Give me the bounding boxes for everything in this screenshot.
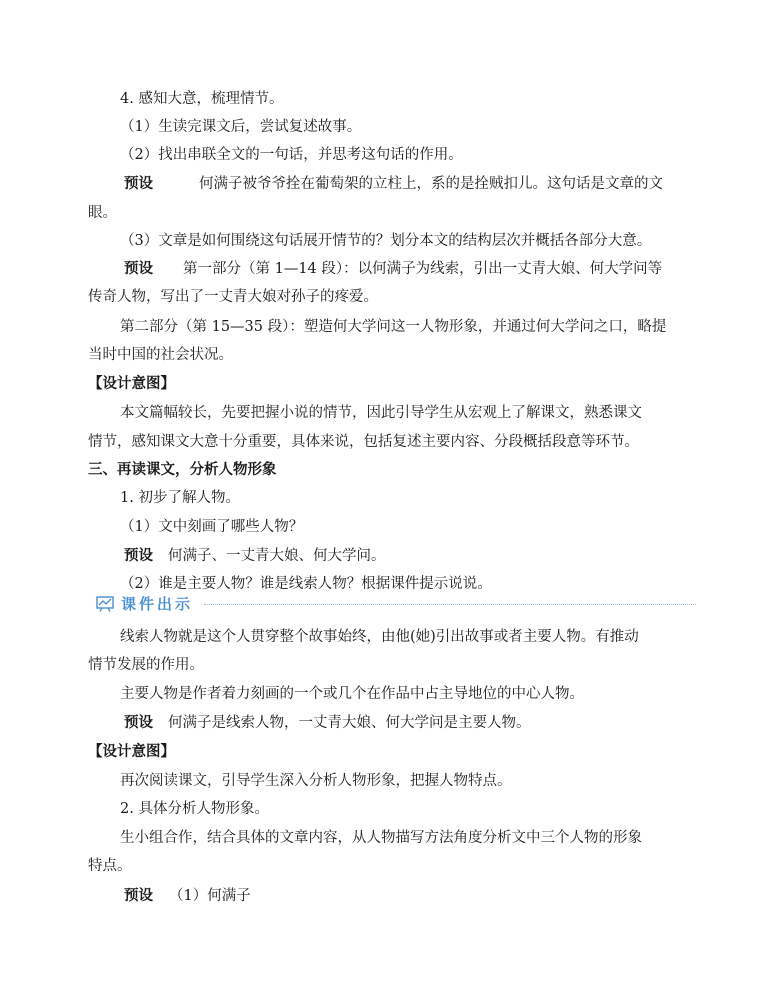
answer-2: 预设 何满子被爷爷拴在葡萄架的立柱上，系的是拴贼扣儿。这句话是文章的文 — [0, 173, 770, 195]
design-intent-heading-2: 【设计意图】 — [88, 744, 175, 760]
question-1: （1）生读完课文后，尝试复述故事。 — [120, 119, 362, 135]
question-2: （2）找出串联全文的一句话，并思考这句话的作用。 — [120, 147, 463, 163]
step-4-heading: 4. 感知大意，梳理情节。 — [120, 91, 284, 107]
courseware-definition-1: 线索人物就是这个人贯穿整个故事始终，由他(她)引出故事或者主要人物。有推动 — [120, 629, 639, 645]
step-1-heading: 1. 初步了解人物。 — [120, 490, 240, 506]
courseware-icon — [96, 596, 114, 612]
question-3: （3）文章是如何围绕这句话展开情节的？划分本文的结构层次并概括各部分大意。 — [120, 233, 652, 249]
group-task-paragraph: 生小组合作，结合具体的文章内容，从人物描写方法角度分析文中三个人物的形象 — [120, 830, 642, 846]
courseware-display-banner — [96, 592, 696, 616]
answer-he-manzi: 预设 （1）何满子 — [0, 885, 770, 907]
courseware-definition-1-cont: 情节发展的作用。 — [88, 657, 204, 673]
answer-2-cont: 眼。 — [88, 205, 117, 221]
group-task-paragraph-cont: 特点。 — [88, 858, 132, 874]
answer-3-part-2: 第二部分（第 15—35 段）：塑造何大学问这一人物形象，并通过何大学问之口，略提 — [120, 319, 667, 335]
preset-label: 预设 — [124, 888, 153, 904]
design-intent-paragraph-cont: 情节，感知课文大意十分重要，具体来说，包括复述主要内容、分段概括段意等环节。 — [88, 434, 639, 450]
answer-3-part-1: 预设 第一部分（第 1—14 段）：以何满子为线索，引出一丈青大娘、何大学问等 — [0, 258, 770, 280]
dotted-divider — [204, 604, 696, 605]
courseware-definition-2: 主要人物是作者着力刻画的一个或几个在作品中占主导地位的中心人物。 — [120, 686, 584, 702]
step-2-heading: 2. 具体分析人物形象。 — [120, 801, 269, 817]
preset-label: 预设 — [124, 261, 153, 277]
question-characters: （1）文中刻画了哪些人物？ — [120, 519, 304, 535]
section-3-heading: 三、再读课文，分析人物形象 — [88, 462, 277, 478]
answer-main-characters: 预设 何满子是线索人物，一丈青大娘、何大学问是主要人物。 — [0, 712, 770, 734]
answer-3-part-1-cont: 传奇人物，写出了一丈青大娘对孙子的疼爱。 — [88, 289, 378, 305]
courseware-title: 课件出示 — [121, 595, 194, 613]
preset-label: 预设 — [124, 176, 153, 192]
preset-label: 预设 — [124, 715, 153, 731]
preset-label: 预设 — [124, 548, 153, 564]
design-intent-paragraph-2: 再次阅读课文，引导学生深入分析人物形象，把握人物特点。 — [120, 773, 512, 789]
design-intent-heading: 【设计意图】 — [88, 376, 175, 392]
question-main-characters: （2）谁是主要人物？谁是线索人物？根据课件提示说说。 — [120, 576, 492, 592]
answer-3-part-2-cont: 当时中国的社会状况。 — [88, 347, 233, 363]
answer-characters: 预设 何满子、一丈青大娘、何大学问。 — [0, 545, 770, 567]
design-intent-paragraph: 本文篇幅较长，先要把握小说的情节，因此引导学生从宏观上了解课文，熟悉课文 — [120, 405, 642, 421]
